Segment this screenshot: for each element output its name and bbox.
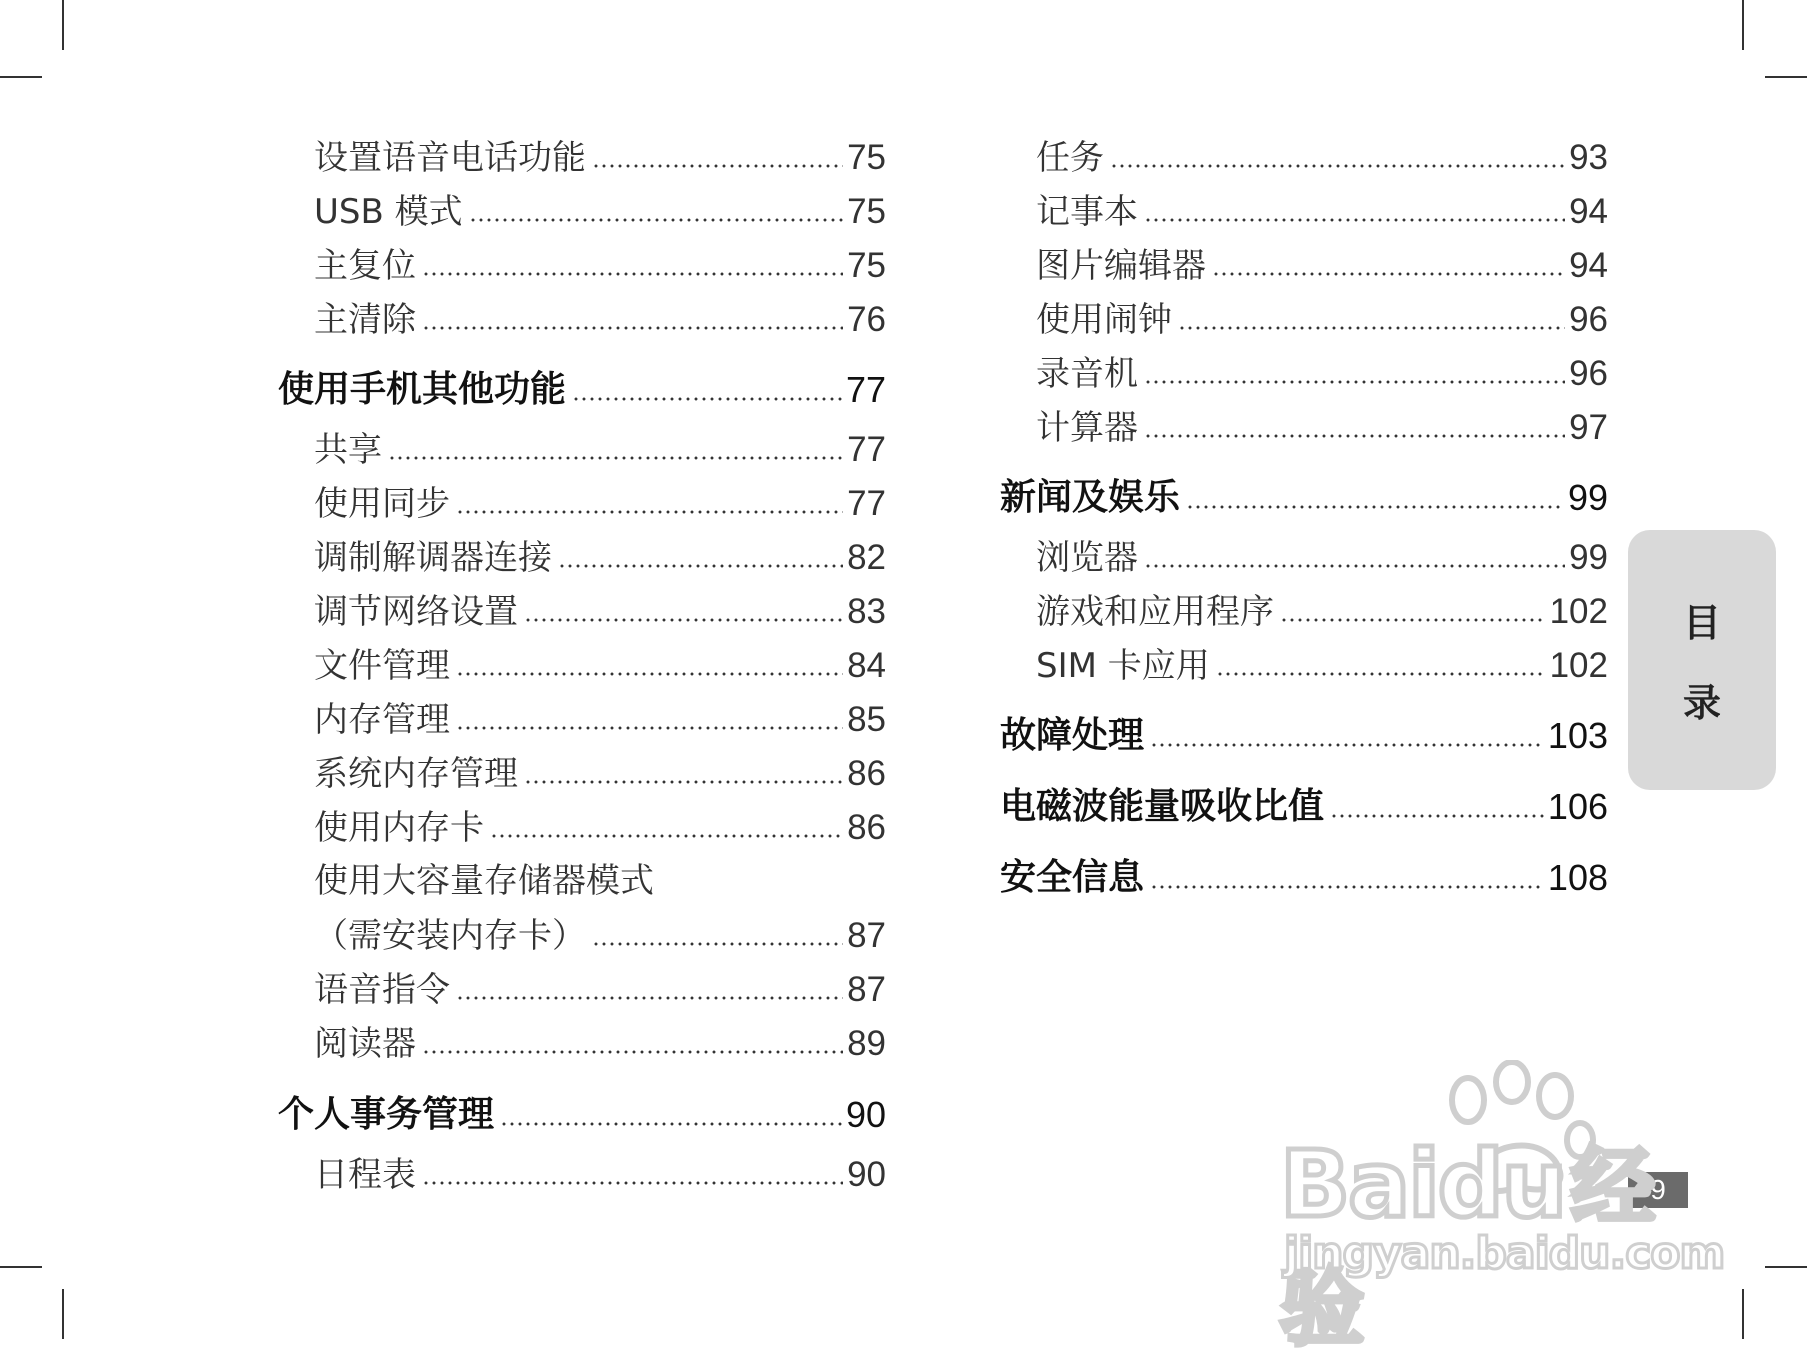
dot-leader xyxy=(422,324,843,332)
toc-entry-title: 使用同步 xyxy=(314,484,450,524)
toc-entry-page: 77 xyxy=(847,484,886,523)
toc-entry[interactable] xyxy=(1036,354,1608,394)
dot-leader xyxy=(572,395,842,403)
dot-leader xyxy=(1212,270,1565,278)
toc-entry-title: 系统内存管理 xyxy=(314,754,518,794)
dot-leader xyxy=(1144,432,1565,440)
toc-entry-page: 75 xyxy=(847,138,886,177)
dot-leader xyxy=(456,724,843,732)
toc-entry[interactable] xyxy=(314,646,886,686)
crop-mark xyxy=(0,1266,42,1268)
page-number: 9 xyxy=(1628,1172,1688,1208)
toc-entry[interactable] xyxy=(1036,538,1608,578)
dot-leader xyxy=(524,778,843,786)
crop-mark xyxy=(1742,0,1744,50)
toc-entry-page: 84 xyxy=(847,646,886,685)
toc-entry[interactable] xyxy=(314,192,886,232)
toc-section-page: 77 xyxy=(845,369,886,410)
toc-entry-page: 87 xyxy=(847,970,886,1009)
dot-leader xyxy=(388,454,843,462)
dot-leader xyxy=(456,670,843,678)
toc-entry-title: 内存管理 xyxy=(314,700,450,740)
crop-mark xyxy=(1742,1289,1744,1339)
toc-entry-page: 82 xyxy=(847,538,886,577)
dot-leader xyxy=(1150,741,1544,749)
toc-entry[interactable] xyxy=(1036,192,1608,232)
toc-entry-title: 日程表 xyxy=(314,1155,416,1195)
toc-entry[interactable] xyxy=(314,808,886,848)
dot-leader xyxy=(422,270,843,278)
toc-entry-first-line[interactable] xyxy=(314,861,886,901)
toc-entry-page: 96 xyxy=(1569,354,1608,393)
toc-section-page: 108 xyxy=(1547,857,1608,898)
dot-leader xyxy=(1330,812,1544,820)
toc-entry[interactable] xyxy=(314,484,886,524)
toc-entry-page: 93 xyxy=(1569,138,1608,177)
toc-entry[interactable] xyxy=(314,430,886,470)
toc-entry-page: 94 xyxy=(1569,192,1608,231)
toc-section[interactable] xyxy=(1000,857,1608,898)
toc-section-title: 故障处理 xyxy=(1000,715,1145,756)
toc-section-page: 99 xyxy=(1567,477,1608,518)
toc-section-title: 新闻及娱乐 xyxy=(1000,477,1181,518)
toc-entry-page: 75 xyxy=(847,246,886,285)
dot-leader xyxy=(1144,378,1565,386)
toc-section[interactable] xyxy=(1000,786,1608,827)
toc-entry-page: 87 xyxy=(847,916,886,955)
dot-leader xyxy=(490,832,843,840)
toc-entry-title: 共享 xyxy=(314,430,382,470)
dot-leader xyxy=(524,616,843,624)
toc-entry-page: 94 xyxy=(1569,246,1608,285)
toc-entry[interactable] xyxy=(314,1024,886,1064)
dot-leader xyxy=(456,508,843,516)
crop-mark xyxy=(0,76,42,78)
toc-entry-title: 图片编辑器 xyxy=(1036,246,1206,286)
toc-section-title: 安全信息 xyxy=(1000,857,1145,898)
watermark-url: jingyan.baidu.com xyxy=(1284,1228,1725,1279)
dot-leader xyxy=(1178,324,1565,332)
toc-entry-title: 计算器 xyxy=(1036,408,1138,448)
toc-entry[interactable] xyxy=(314,916,886,956)
toc-entry-page: 85 xyxy=(847,700,886,739)
dot-leader xyxy=(1216,670,1546,678)
toc-entry-title: SIM 卡应用 xyxy=(1036,646,1210,686)
side-tab-char: 录 xyxy=(1682,681,1721,725)
chapter-side-tab[interactable] xyxy=(1628,530,1776,790)
toc-section-title: 个人事务管理 xyxy=(278,1094,495,1135)
toc-entry-page: 97 xyxy=(1569,408,1608,447)
toc-entry-page: 99 xyxy=(1569,538,1608,577)
baidu-watermark xyxy=(1280,1060,1725,1357)
toc-entry-title: 主复位 xyxy=(314,246,416,286)
toc-entry-page: 75 xyxy=(847,192,886,231)
toc-entry-title: 记事本 xyxy=(1036,192,1138,232)
toc-entry-title: 游戏和应用程序 xyxy=(1036,592,1274,632)
toc-entry[interactable] xyxy=(1036,138,1608,178)
toc-section[interactable] xyxy=(1000,477,1608,518)
toc-entry-title: 任务 xyxy=(1036,138,1104,178)
dot-leader xyxy=(558,562,843,570)
toc-section[interactable] xyxy=(278,1094,886,1135)
crop-mark xyxy=(1765,76,1807,78)
toc-entry-page: 89 xyxy=(847,1024,886,1063)
crop-mark xyxy=(62,1289,64,1339)
toc-entry-title: USB 模式 xyxy=(314,192,463,232)
toc-entry-page: 102 xyxy=(1549,592,1608,631)
toc-section-page: 106 xyxy=(1547,786,1608,827)
toc-entry[interactable] xyxy=(314,138,886,178)
toc-entry-title: 语音指令 xyxy=(314,970,450,1010)
toc-entry-title: 主清除 xyxy=(314,300,416,340)
dot-leader xyxy=(1144,216,1565,224)
dot-leader xyxy=(1144,562,1565,570)
dot-leader xyxy=(500,1120,842,1128)
toc-entry[interactable] xyxy=(314,592,886,632)
crop-mark xyxy=(1765,1266,1807,1268)
dot-leader xyxy=(422,1048,843,1056)
toc-entry-title: 使用内存卡 xyxy=(314,808,484,848)
toc-entry[interactable] xyxy=(1036,408,1608,448)
watermark-brand-cn: 经验 xyxy=(1280,1138,1654,1357)
toc-entry[interactable] xyxy=(314,246,886,286)
toc-entry[interactable] xyxy=(314,300,886,340)
dot-leader xyxy=(592,940,843,948)
toc-entry[interactable] xyxy=(314,754,886,794)
toc-entry[interactable] xyxy=(314,538,886,578)
toc-entry-title: 阅读器 xyxy=(314,1024,416,1064)
dot-leader xyxy=(592,162,843,170)
toc-entry-title: 文件管理 xyxy=(314,646,450,686)
watermark-brand-part: Bai xyxy=(1280,1131,1438,1238)
toc-section-page: 90 xyxy=(845,1094,886,1135)
toc-entry-title: （需安装内存卡） xyxy=(314,916,586,956)
toc-entry[interactable] xyxy=(1036,300,1608,340)
toc-entry[interactable] xyxy=(314,700,886,740)
toc-entry[interactable] xyxy=(1036,592,1608,632)
toc-entry-title: 录音机 xyxy=(1036,354,1138,394)
toc-entry[interactable] xyxy=(314,1155,886,1195)
toc-entry-page: 86 xyxy=(847,754,886,793)
dot-leader xyxy=(422,1179,843,1187)
toc-entry-title: 浏览器 xyxy=(1036,538,1138,578)
toc-entry-page: 83 xyxy=(847,592,886,631)
toc-section-page: 103 xyxy=(1547,715,1608,756)
toc-entry-title: 调制解调器连接 xyxy=(314,538,552,578)
side-tab-char: 目 xyxy=(1682,601,1721,645)
toc-entry-page: 102 xyxy=(1549,646,1608,685)
toc-entry-page: 86 xyxy=(847,808,886,847)
toc-entry-page: 90 xyxy=(847,1155,886,1194)
dot-leader xyxy=(1110,162,1565,170)
watermark-brand-part: du xyxy=(1437,1131,1566,1238)
dot-leader xyxy=(469,216,843,224)
toc-section[interactable] xyxy=(1000,715,1608,756)
toc-entry-page: 76 xyxy=(847,300,886,339)
dot-leader xyxy=(1280,616,1546,624)
toc-entry-title: 设置语音电话功能 xyxy=(314,138,586,178)
toc-entry-page: 77 xyxy=(847,430,886,469)
toc-section[interactable] xyxy=(278,369,886,410)
toc-section-title: 电磁波能量吸收比值 xyxy=(1000,786,1325,827)
dot-leader xyxy=(1150,883,1544,891)
dot-leader xyxy=(1186,503,1564,511)
toc-section-title: 使用手机其他功能 xyxy=(278,369,567,410)
toc-entry-title: 调节网络设置 xyxy=(314,592,518,632)
toc-entry[interactable] xyxy=(1036,646,1608,686)
toc-entry[interactable] xyxy=(1036,246,1608,286)
toc-entry-title: 使用闹钟 xyxy=(1036,300,1172,340)
toc-entry[interactable] xyxy=(314,970,886,1010)
crop-mark xyxy=(62,0,64,50)
toc-entry-page: 96 xyxy=(1569,300,1608,339)
toc-entry-title: 使用大容量存储器模式 xyxy=(314,861,654,901)
dot-leader xyxy=(456,994,843,1002)
